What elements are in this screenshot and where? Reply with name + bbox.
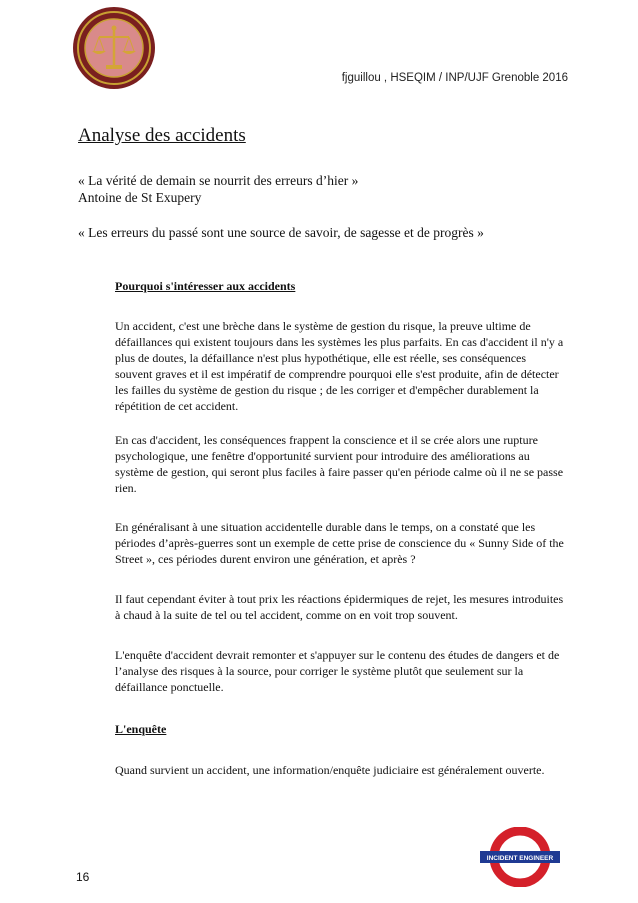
page-title: Analyse des accidents [78,125,246,146]
section-heading: Pourquoi s'intéresser aux accidents [115,279,296,293]
quote-attribution: Antoine de St Exupery [78,190,202,205]
scales-of-justice-seal-icon [72,6,156,90]
header-author-line: fjguillou , HSEQIM / INP/UJF Grenoble 2016 [341,72,568,84]
body-paragraph: Quand survient un accident, une information/enquête judiciaire est généralement ouverte. [115,763,545,777]
section-heading: L'enquête [115,722,167,736]
body-paragraph: Un accident, c'est une brèche dans le système de gestion du risque, la preuve ultime de défaillances qui existent toujours dans les systèmes les plus parfaits. En cas d'accident il n'y a plus de doutes, la défaillance n'est plus hypothétique, elle est réelle, ses conséquences souvent graves et il est impératif de comprendre pourquoi elle s'est produite, afin de détecter les failles du système de gestion du risque ; de les corriger et d'empêcher durablement la répétition de cet accident. [115,319,564,413]
body-paragraph: Il faut cependant éviter à tout prix les réactions épidermiques de rejet, les mesures introduites à chaud à la suite de tel ou tel accident, comme on en voit trop souvent. [115,592,564,622]
body-paragraph: L'enquête d'accident devrait remonter et s'appuyer sur le contenu des études de dangers et de l’analyse des risques à la source, pour corriger le système plutôt que seulement sur la défaillance ponctuelle. [115,648,560,694]
body-paragraph: En cas d'accident, les conséquences frappent la conscience et il se crée alors une rupture psychologique, une fenêtre d'opportunité survient pour introduire des améliorations au système de gestion, qui seront plus faciles à faire passer qu'en période calme où il ne se passe rien. [115,433,564,495]
roundel-badge-icon [478,827,562,887]
quote-line: « La vérité de demain se nourrit des erreurs d’hier » [78,173,359,188]
badge-label: INCIDENT ENGINEER [486,855,554,862]
page-number: 16 [76,870,90,884]
body-paragraph: En généralisant à une situation accidentelle durable dans le temps, on a constaté que les périodes d’après-guerres sont un exemple de cette prise de conscience du « Sunny Side of the Street », ces périodes durent environ une génération, et après ? [115,520,564,566]
quote-line: « Les erreurs du passé sont une source de savoir, de sagesse et de progrès » [78,225,484,240]
